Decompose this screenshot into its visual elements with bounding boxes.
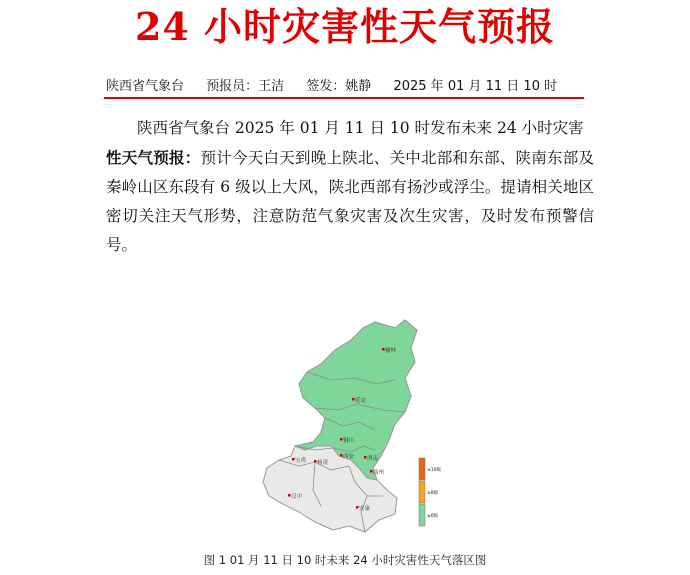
legend-label-10: ≥10级 [427, 468, 441, 473]
legend-swatch-6 [419, 504, 425, 526]
issue-datetime: 2025 年 01 月 11 日 10 时 [393, 79, 558, 94]
city-label: 安康 [359, 506, 371, 512]
map-legend [418, 456, 441, 535]
city-label: 铜川 [343, 438, 355, 444]
signer: 签发：姚静 [306, 79, 372, 94]
forecaster: 预报员：王洁 [206, 79, 285, 94]
city-label: 西安 [343, 454, 355, 460]
legend-swatch-8 [419, 481, 425, 503]
legend-swatch-10 [419, 458, 425, 480]
city-label: 汉中 [291, 494, 303, 500]
page-title: 24 小时灾害性天气预报 [134, 4, 556, 49]
forecast-text [106, 114, 594, 260]
city-label: 宝鸡 [295, 458, 307, 464]
city-label: 商州 [373, 470, 385, 476]
figure-caption: 图 1 01 月 11 日 10 时未来 24 小时灾害性天气落区图 [203, 553, 487, 567]
city-label: 杨凌 [317, 460, 329, 466]
city-label: 榆林 [385, 348, 397, 354]
forecast-body: 预计今天白天到晚上陕北、关中北部和东部、陕南东部及秦岭山区东段有 6 级以上大风，陕北西部有扬沙或浮尘。提请相关地区密切关注天气形势，注意防范气象灾害及次生灾害，及时发布预警信号。 [106, 149, 594, 254]
forecast-lead: 陕西省气象台 2025 年 01 月 11 日 10 时发布未来 24 小时灾害 [137, 119, 584, 137]
legend-label-8: ≥8级 [427, 491, 439, 496]
city-label: 延安 [355, 398, 367, 404]
legend-svg [418, 456, 441, 531]
city-label: 渭南 [367, 456, 379, 462]
issue-info [106, 78, 586, 98]
legend-label-6: ≥6级 [427, 514, 439, 519]
agency-name: 陕西省气象台 [106, 79, 185, 94]
forecast-heading: 性天气预报： [106, 148, 201, 167]
red-divider [104, 97, 584, 99]
